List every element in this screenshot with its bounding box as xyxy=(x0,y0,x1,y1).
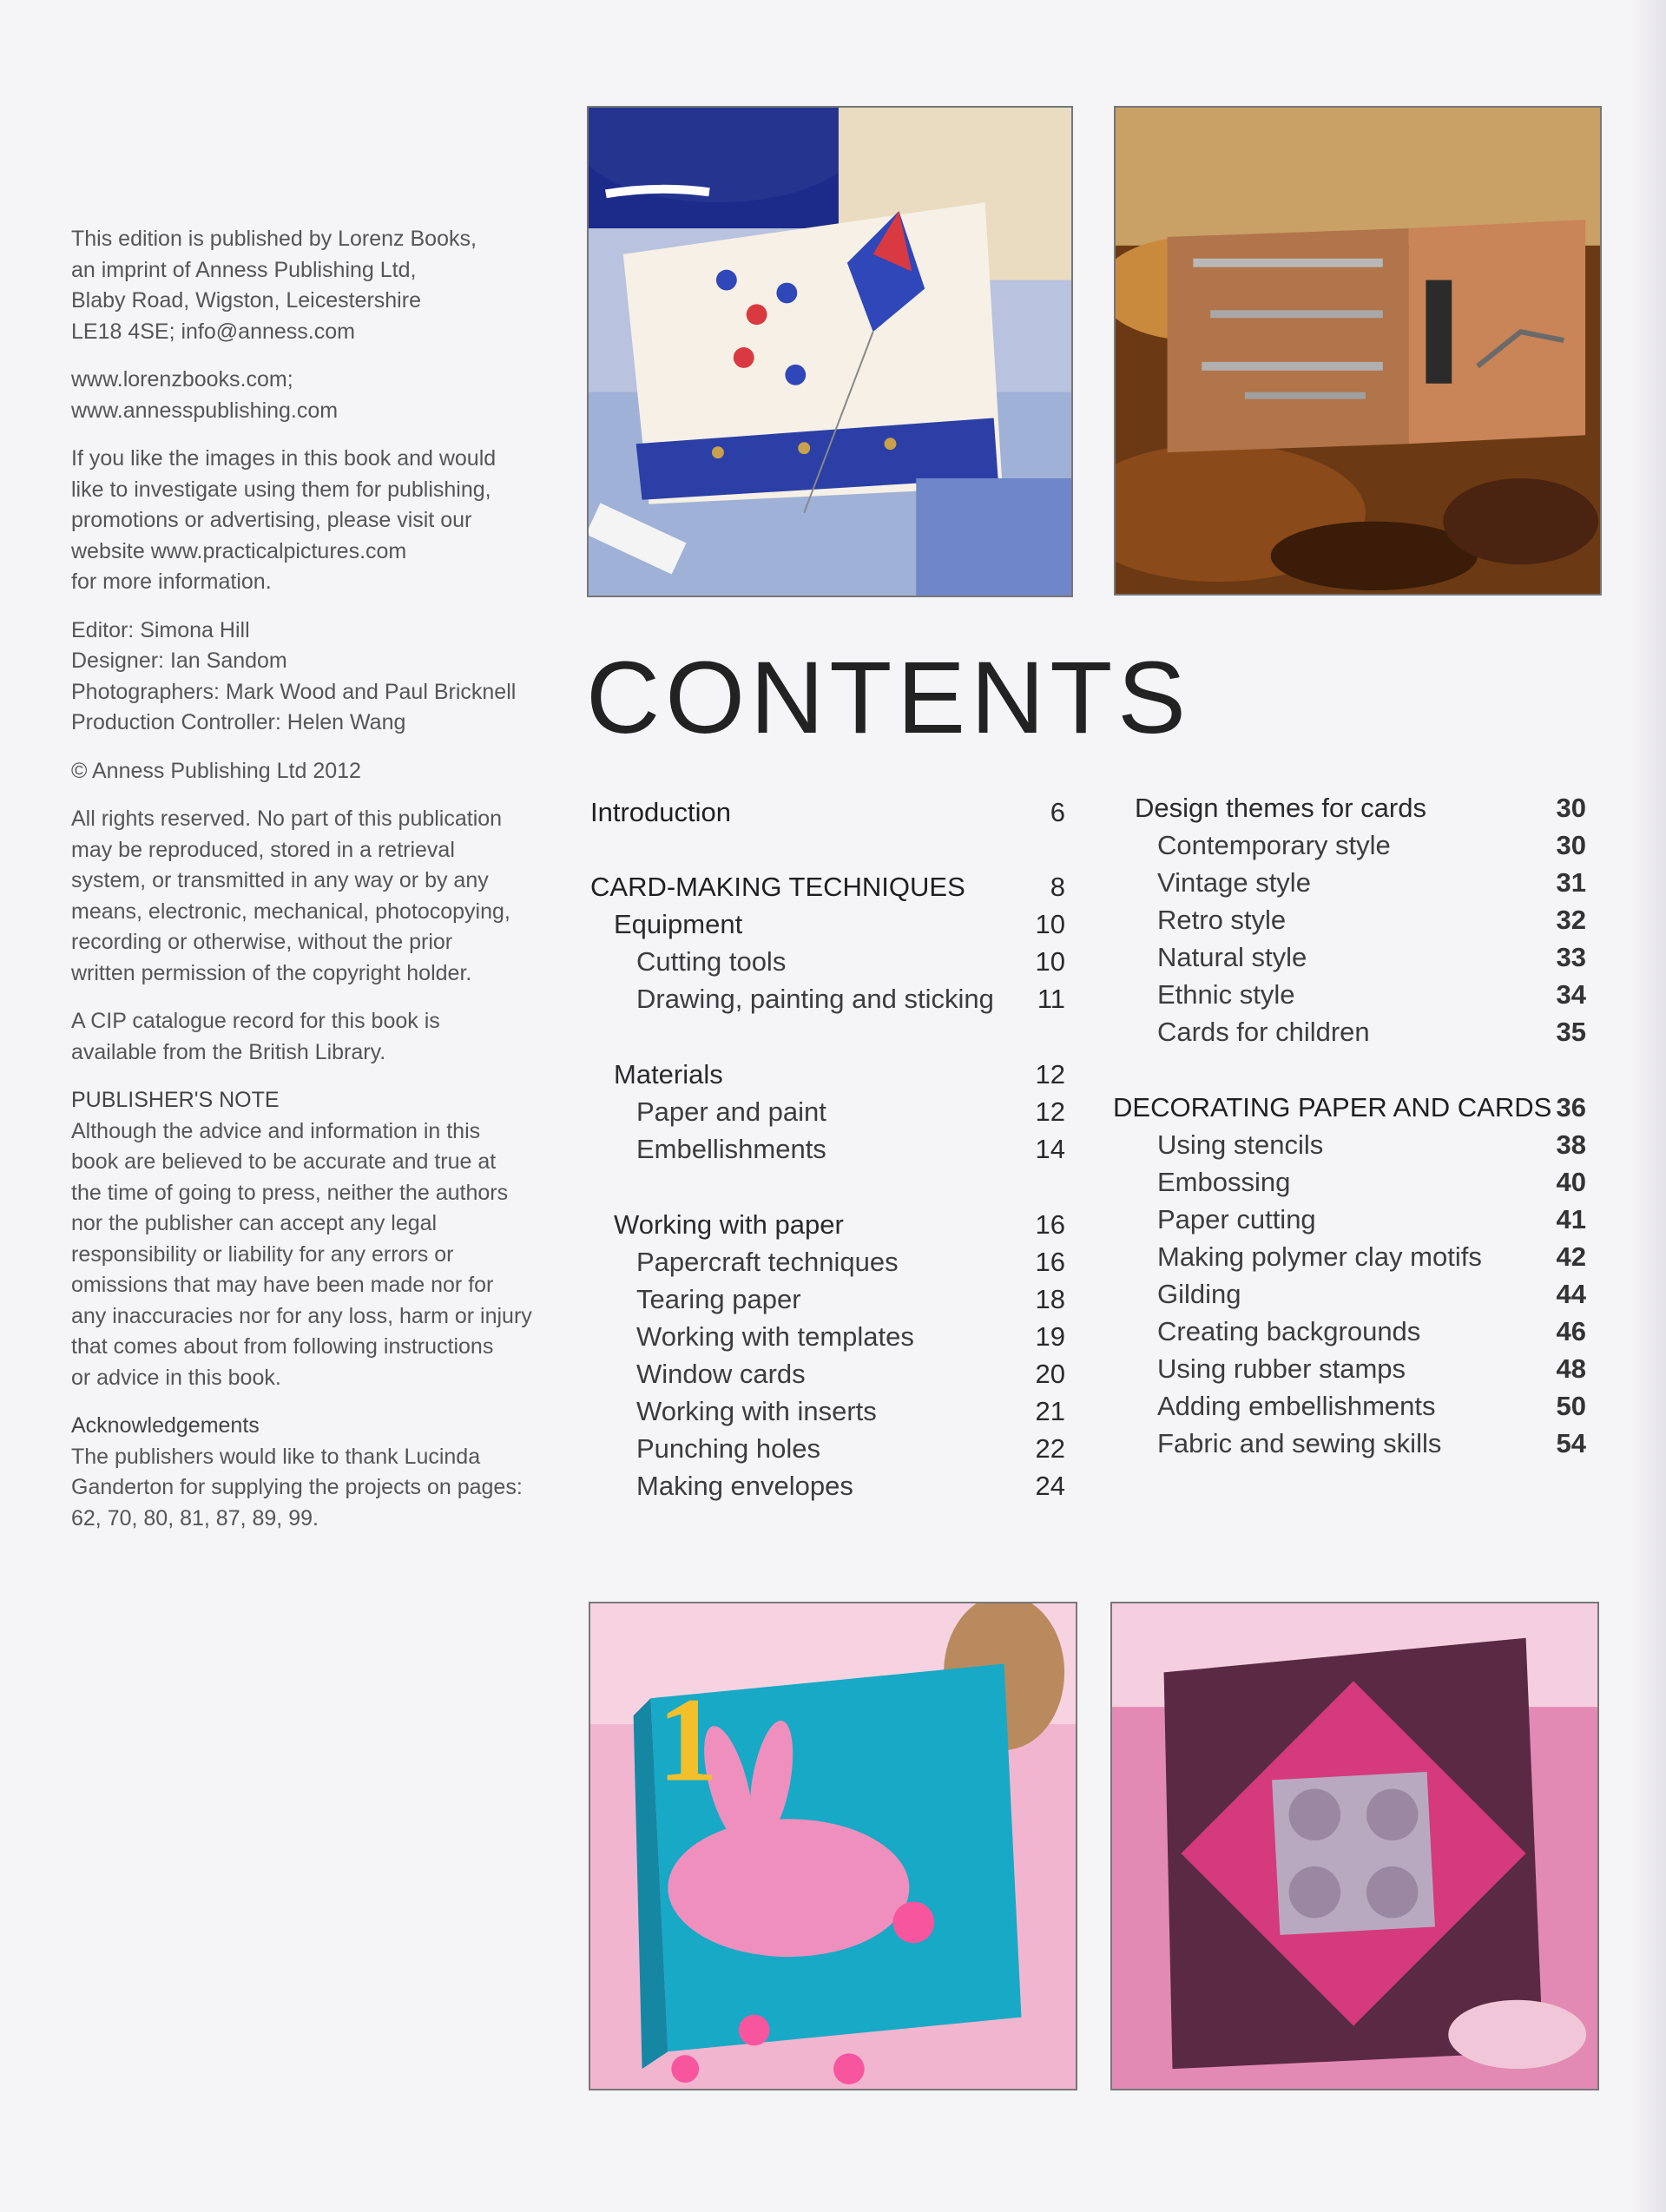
toc-entry-title[interactable]: Ethnic style xyxy=(1157,979,1295,1010)
toc-entry-title[interactable]: Working with inserts xyxy=(636,1396,877,1426)
bunny-card-photo xyxy=(589,1602,1077,2090)
toc-page-number: 54 xyxy=(1556,1428,1586,1458)
note-line: Although the advice and information in this xyxy=(71,1118,481,1143)
toc-page-number: 19 xyxy=(1035,1321,1065,1352)
toc-page-number: 21 xyxy=(1035,1396,1065,1426)
note-line: nor the publisher can accept any legal xyxy=(71,1211,438,1235)
toc-page-number: 44 xyxy=(1556,1279,1586,1309)
toc-page-number: 42 xyxy=(1556,1241,1586,1272)
ack-line: 62, 70, 80, 81, 87, 89, 99. xyxy=(71,1505,319,1531)
cip-line: A CIP catalogue record for this book is xyxy=(71,1009,440,1033)
toc-page-number: 20 xyxy=(1035,1359,1065,1389)
toc-page-number: 11 xyxy=(1037,984,1065,1014)
rights-line: means, electronic, mechanical, photocopying, xyxy=(71,899,510,924)
toc-page-number: 30 xyxy=(1556,793,1586,823)
publishers-note-heading: PUBLISHER'S NOTE xyxy=(71,1088,280,1112)
cip-block xyxy=(71,1006,575,1068)
publisher-line: Blaby Road, Wigston, Leicestershire xyxy=(71,288,421,313)
tools-card-photo xyxy=(1114,106,1602,596)
note-line: omissions that may have been made nor for xyxy=(71,1273,494,1297)
toc-page-number: 46 xyxy=(1556,1316,1586,1346)
website-link[interactable]: www.lorenzbooks.com; xyxy=(71,367,293,392)
toc-page-number: 16 xyxy=(1035,1247,1065,1277)
bunny-card-number: 1 xyxy=(657,1673,718,1807)
toc-page-number: 22 xyxy=(1035,1433,1065,1464)
toc-entry-title[interactable]: Cards for children xyxy=(1157,1017,1370,1047)
toc-page-number: 16 xyxy=(1035,1209,1065,1240)
toc-entry-title[interactable]: Punching holes xyxy=(636,1433,820,1464)
images-note-line: If you like the images in this book and would xyxy=(71,446,497,471)
toc-page-number: 34 xyxy=(1556,979,1586,1010)
note-line: book are believed to be accurate and true at xyxy=(71,1149,497,1174)
note-line: any inaccuracies nor for any loss, harm or injury xyxy=(71,1303,532,1328)
credit-line: Editor: Simona Hill xyxy=(71,617,250,642)
acknowledgements-heading: Acknowledgements xyxy=(71,1413,260,1438)
toc-page-number: 6 xyxy=(1050,797,1065,827)
toc-entry-title[interactable]: CARD-MAKING TECHNIQUES xyxy=(590,872,965,902)
toc-page-number: 30 xyxy=(1556,830,1586,860)
ack-line: Ganderton for supplying the projects on pages: xyxy=(71,1475,523,1499)
toc-page-number: 14 xyxy=(1035,1134,1065,1164)
toc-page-number: 12 xyxy=(1035,1096,1065,1127)
toc-entry-title[interactable]: Introduction xyxy=(590,797,731,827)
contents-title: CONTENTS xyxy=(586,641,1191,755)
toc-page-number: 33 xyxy=(1556,942,1586,972)
rights-block xyxy=(71,804,575,989)
note-line: responsibility or liability for any errors or xyxy=(71,1241,454,1267)
toc-page-number: 8 xyxy=(1050,872,1065,902)
credit-line: Designer: Ian Sandom xyxy=(71,648,287,673)
toc-entry-title[interactable]: Paper cutting xyxy=(1157,1204,1316,1234)
toc-entry-title[interactable]: Embellishments xyxy=(636,1134,826,1164)
toc-page-number: 35 xyxy=(1556,1017,1586,1047)
ack-line: The publishers would like to thank Lucinda xyxy=(71,1444,481,1469)
toc-entry-title[interactable]: Vintage style xyxy=(1157,867,1311,898)
toc-entry-title[interactable]: Natural style xyxy=(1157,942,1307,972)
images-note-line: like to investigate using them for publishing, xyxy=(71,477,491,502)
toc-entry-title[interactable]: Adding embellishments xyxy=(1157,1391,1436,1421)
page-edge-shadow xyxy=(1631,0,1666,2212)
toc-entry-title[interactable]: Design themes for cards xyxy=(1135,793,1426,823)
toc-page-number: 40 xyxy=(1556,1167,1586,1197)
toc-page-number: 41 xyxy=(1556,1204,1586,1234)
embossed-card-photo xyxy=(1110,1602,1599,2090)
toc-entry-title[interactable]: Making envelopes xyxy=(636,1471,853,1501)
toc-entry-title[interactable]: Papercraft techniques xyxy=(636,1247,899,1277)
publisher-block xyxy=(71,224,575,347)
credits-block xyxy=(71,616,575,739)
credit-line: Photographers: Mark Wood and Paul Bricknell xyxy=(71,679,517,704)
note-line: or advice in this book. xyxy=(71,1365,281,1390)
publisher-line: an imprint of Anness Publishing Ltd, xyxy=(71,257,417,282)
note-line: the time of going to press, neither the authors xyxy=(71,1180,509,1205)
publisher-line: LE18 4SE; info@anness.com xyxy=(71,319,355,344)
rights-line: may be reproduced, stored in a retrieval xyxy=(71,837,455,862)
toc-entry-title[interactable]: Window cards xyxy=(636,1359,806,1389)
toc-entry-title[interactable]: Paper and paint xyxy=(636,1096,826,1127)
images-note-line: website www.practicalpictures.com xyxy=(71,538,407,563)
toc-entry-title[interactable]: Contemporary style xyxy=(1157,830,1391,860)
acknowledgements-block xyxy=(71,1411,575,1534)
rights-line: written permission of the copyright holder. xyxy=(71,960,472,985)
images-note-line: for more information. xyxy=(71,569,272,594)
toc-page-number: 31 xyxy=(1556,867,1586,898)
toc-entry-title[interactable]: Retro style xyxy=(1157,905,1287,935)
website-link[interactable]: www.annesspublishing.com xyxy=(71,398,339,423)
toc-page-number: 50 xyxy=(1556,1391,1586,1421)
images-note-line: promotions or advertising, please visit our xyxy=(71,508,472,532)
toc-entry-title[interactable]: Creating backgrounds xyxy=(1157,1316,1421,1346)
toc-page-number: 18 xyxy=(1035,1284,1065,1314)
toc-entry-title[interactable]: Fabric and sewing skills xyxy=(1157,1428,1442,1458)
toc-entry-title[interactable]: Equipment xyxy=(614,909,743,939)
toc-page-number: 10 xyxy=(1035,909,1065,939)
images-note-block xyxy=(71,444,575,598)
cip-line: available from the British Library. xyxy=(71,1039,386,1064)
toc-entry-title[interactable]: Working with templates xyxy=(636,1321,914,1352)
toc-entry-title[interactable]: Embossing xyxy=(1157,1167,1291,1197)
toc-entry-title[interactable]: Drawing, painting and sticking xyxy=(636,984,994,1014)
toc-entry-title[interactable]: Tearing paper xyxy=(636,1284,801,1314)
copyright-block xyxy=(71,756,575,787)
credit-line: Production Controller: Helen Wang xyxy=(71,710,406,734)
publisher-line: This edition is published by Lorenz Books, xyxy=(71,227,477,251)
toc-page-number: 12 xyxy=(1035,1059,1065,1090)
toc-entry-title[interactable]: Making polymer clay motifs xyxy=(1157,1241,1482,1272)
toc-page-number: 48 xyxy=(1556,1353,1586,1384)
imprint-column xyxy=(71,224,575,1551)
rights-line: All rights reserved. No part of this publication xyxy=(71,806,503,831)
toc-entry-title[interactable]: Materials xyxy=(614,1059,723,1090)
copyright-line: © Anness Publishing Ltd 2012 xyxy=(71,758,361,783)
toc-page-number: 10 xyxy=(1035,946,1065,977)
kite-card-photo xyxy=(587,106,1073,597)
rights-line: system, or transmitted in any way or by any xyxy=(71,868,489,892)
websites-block xyxy=(71,365,575,426)
rights-line: recording or otherwise, without the prior xyxy=(71,930,453,954)
toc-entry-title[interactable]: Using stencils xyxy=(1157,1129,1324,1160)
toc-page-number: 38 xyxy=(1556,1129,1586,1160)
toc-entry-title[interactable]: Working with paper xyxy=(614,1209,844,1240)
toc-entry-title[interactable]: Cutting tools xyxy=(636,946,787,977)
toc-page-number: 24 xyxy=(1035,1471,1065,1501)
toc-page-number: 36 xyxy=(1556,1092,1586,1122)
toc-page-number: 32 xyxy=(1556,905,1586,935)
toc-entry-title[interactable]: Gilding xyxy=(1157,1279,1241,1309)
toc-entry-title[interactable]: Using rubber stamps xyxy=(1157,1353,1406,1384)
toc-entry-title[interactable]: DECORATING PAPER AND CARDS xyxy=(1113,1092,1552,1122)
publishers-note-block xyxy=(71,1085,575,1393)
note-line: that comes about from following instructions xyxy=(71,1334,494,1359)
